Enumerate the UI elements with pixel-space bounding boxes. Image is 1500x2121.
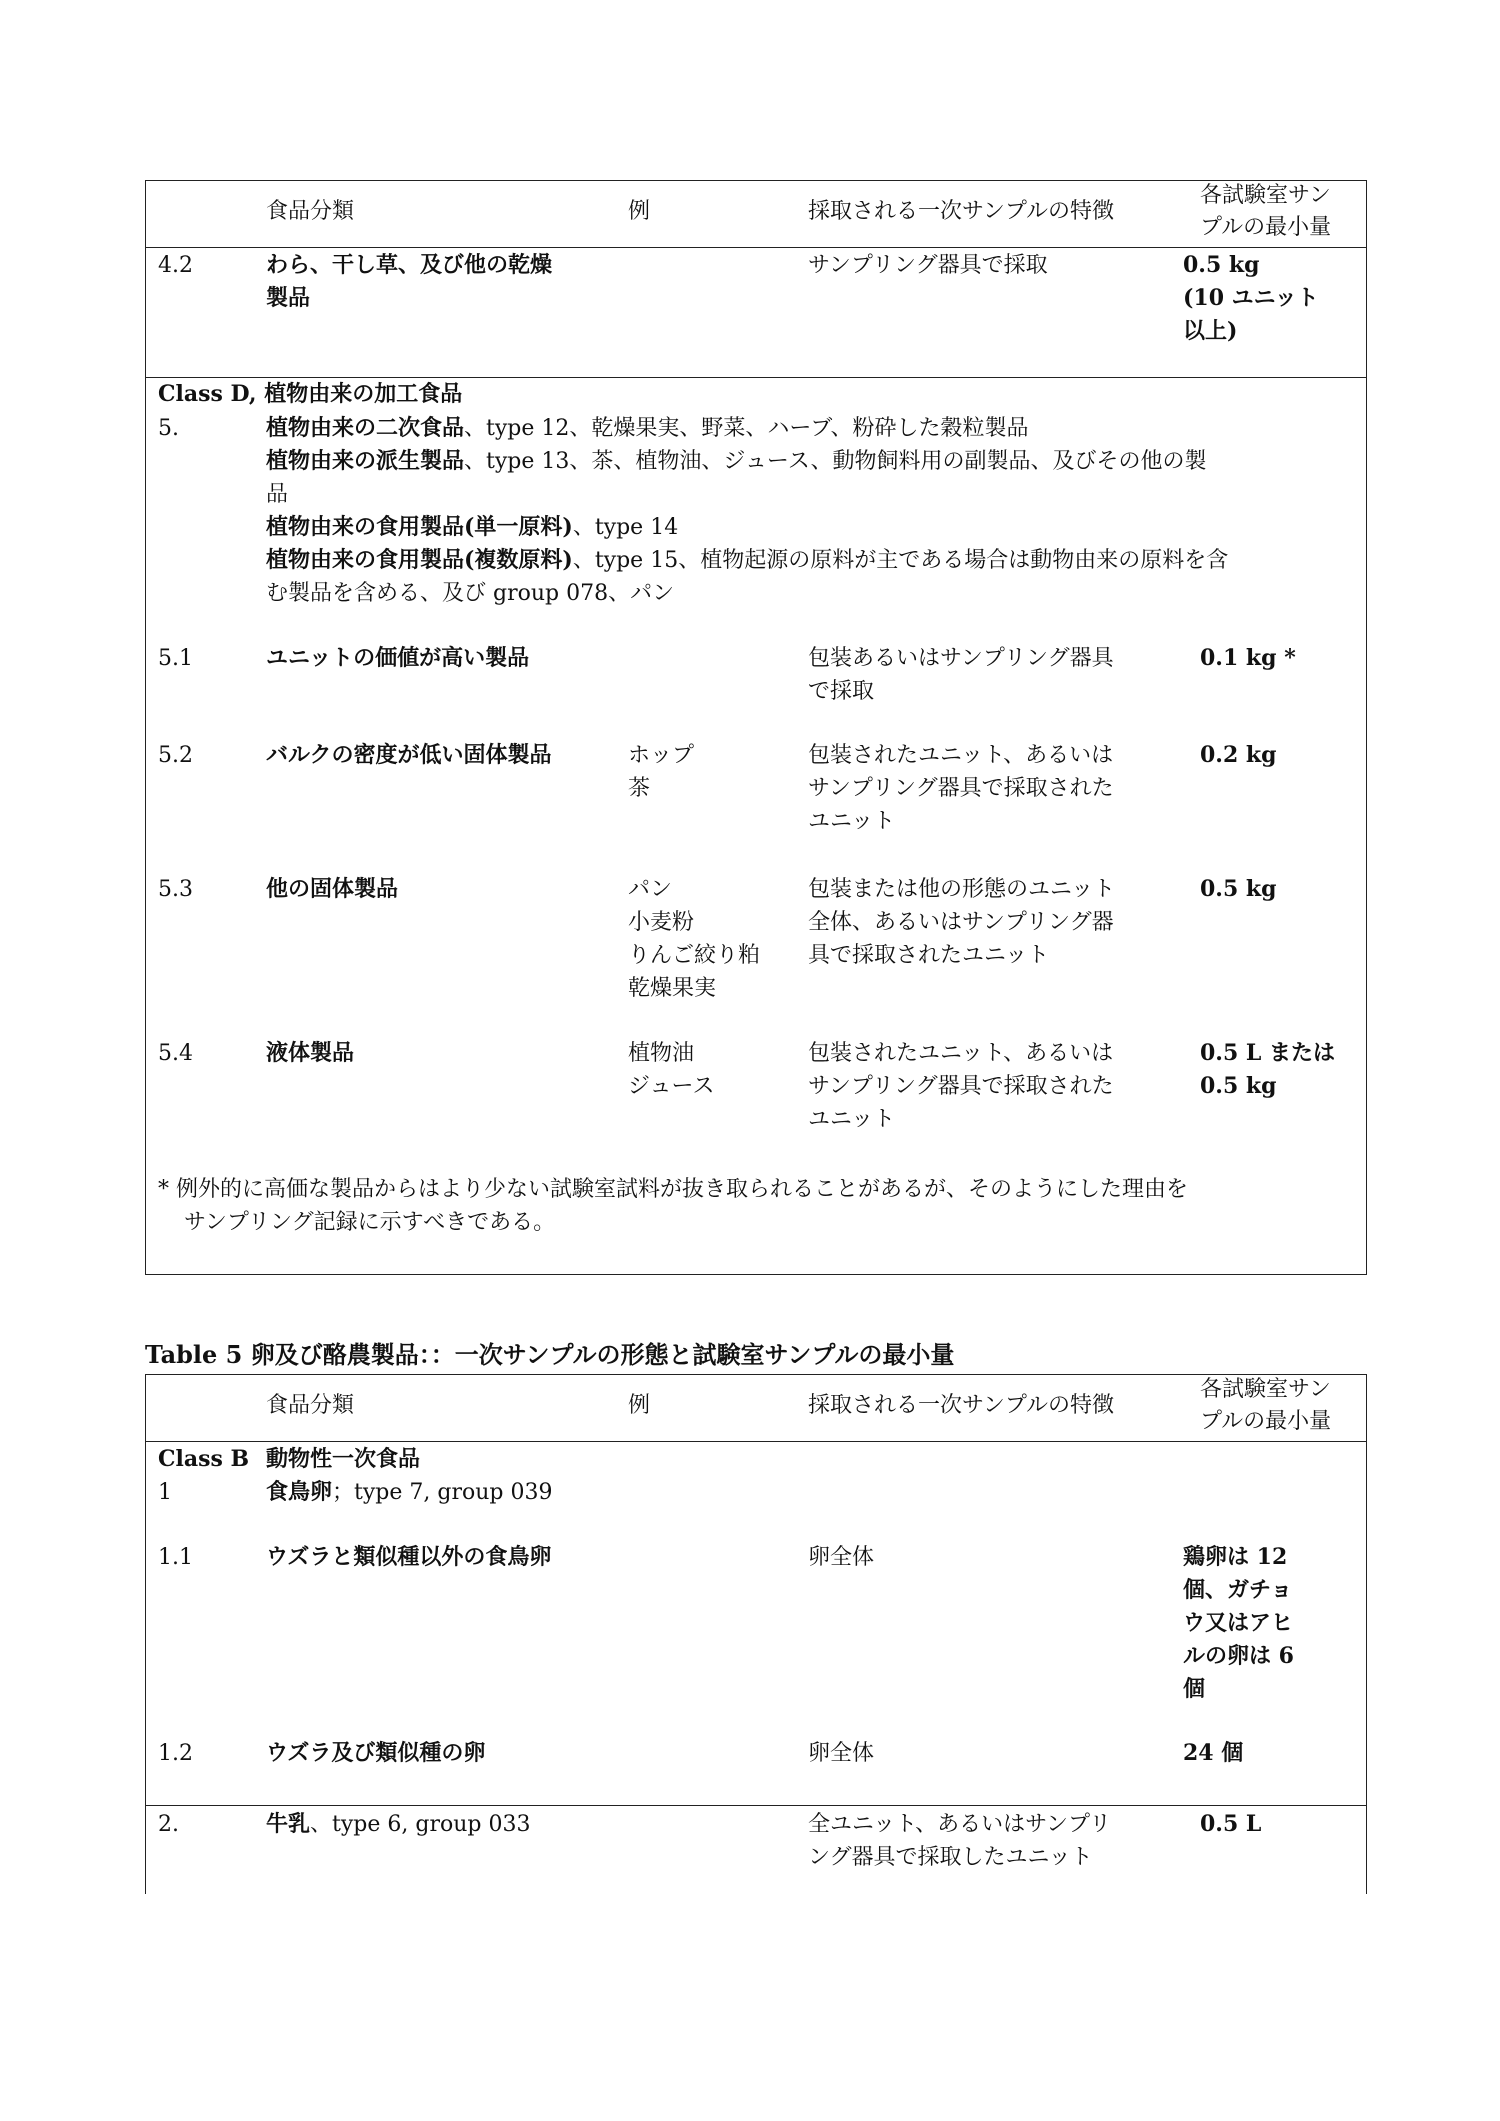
row-feature: 全体、あるいはサンプリング器: [808, 910, 1114, 935]
row-min-qty: 個: [1183, 1676, 1206, 1702]
row-feature: ング器具で採取したユニット: [808, 1845, 1093, 1870]
row-feature: 卵全体: [808, 1741, 875, 1766]
group-desc-text: 、type 15、植物起源の原料が主である場合は動物由来の原料を含: [572, 548, 1229, 573]
row-example: ホップ: [628, 743, 695, 768]
header-min-qty: 各試験室サン: [1200, 183, 1331, 208]
row-number: 1.1: [158, 1545, 193, 1570]
row-category-bold: 牛乳: [266, 1811, 311, 1837]
row-feature: 包装あるいはサンプリング器具: [808, 646, 1114, 671]
row-category: バルクの密度が低い固体製品: [266, 742, 552, 768]
row-category: 液体製品: [266, 1040, 355, 1066]
footnote: * 例外的に高価な製品からはより少ない試験室試料が抜き取られることがあるが、そのようにした理由を: [158, 1177, 1188, 1202]
group-desc-line: [266, 1476, 552, 1509]
row-example: りんご絞り粕: [628, 943, 761, 968]
group-desc-text: 、type 14: [572, 515, 679, 540]
group-desc-bold: 食鳥卵: [266, 1479, 333, 1505]
row-feature: サンプリング器具で採取された: [808, 776, 1114, 801]
row-number: 5.1: [158, 646, 193, 671]
group-desc-line: [266, 412, 1029, 445]
row-category: わら、干し草、及び他の乾燥: [266, 252, 553, 278]
group-desc-line: [266, 445, 1207, 478]
row-category: ユニットの価値が高い製品: [266, 645, 530, 671]
row-feature: 包装されたユニット、あるいは: [808, 1041, 1114, 1066]
row-category: ウズラ及び類似種の卵: [266, 1740, 486, 1766]
row-min-qty: 0.5 kg: [1200, 876, 1277, 902]
row-number: 2.: [158, 1812, 179, 1837]
class-title: [158, 378, 462, 411]
class-desc: 植物由来の加工食品: [264, 381, 463, 407]
group-number: 1: [158, 1480, 172, 1505]
group-desc-line: [266, 511, 678, 544]
group-desc-line: 品: [266, 482, 289, 507]
row-min-qty: (10 ユニット: [1183, 285, 1319, 311]
row-min-qty: 0.2 kg: [1200, 742, 1277, 768]
header-divider: [146, 1441, 1366, 1442]
row-feature: 包装または他の形態のユニット: [808, 877, 1116, 902]
row-example: 茶: [628, 776, 651, 801]
row-number: 5.4: [158, 1041, 193, 1066]
header-min-qty: プルの最小量: [1200, 215, 1332, 240]
table-5: [145, 1374, 1367, 1894]
row-min-qty: 鶏卵は 12: [1183, 1544, 1288, 1570]
row-category: [266, 1808, 530, 1841]
row-category: ウズラと類似種以外の食鳥卵: [266, 1544, 552, 1570]
row-feature: ユニット: [808, 809, 896, 834]
group-number: 5.: [158, 416, 179, 441]
row-min-qty: 0.5 kg: [1200, 1073, 1277, 1099]
row-feature: 具で採取されたユニット: [808, 943, 1050, 968]
table-5-caption: Table 5 卵及び酪農製品：：一次サンプルの形態と試験室サンプルの最小量: [145, 1340, 955, 1369]
header-min-qty: プルの最小量: [1200, 1409, 1332, 1434]
table-4-continued: [145, 180, 1367, 1275]
row-divider: [146, 1805, 1366, 1806]
row-min-qty: 以上): [1183, 318, 1238, 344]
row-min-qty: ルの卵は 6: [1183, 1643, 1294, 1669]
row-example: ジュース: [628, 1074, 715, 1099]
footnote: サンプリング記録に示すべきである。: [184, 1210, 556, 1235]
row-feature: で採取: [808, 679, 875, 704]
row-min-qty: 0.5 L: [1200, 1811, 1262, 1837]
row-example: 植物油: [628, 1041, 695, 1066]
row-feature: 全ユニット、あるいはサンプリ: [808, 1812, 1112, 1837]
class-code: Class D,: [158, 381, 257, 407]
row-min-qty: 個、ガチョ: [1183, 1577, 1293, 1603]
row-feature: 卵全体: [808, 1545, 875, 1570]
header-example: 例: [628, 199, 651, 224]
row-feature: 包装されたユニット、あるいは: [808, 743, 1114, 768]
group-desc-text: ；type 7, group 039: [332, 1480, 553, 1505]
row-category: 他の固体製品: [266, 876, 399, 902]
row-number: 5.2: [158, 743, 193, 768]
row-example: 乾燥果実: [628, 976, 717, 1001]
row-category: 製品: [266, 285, 311, 311]
row-feature: ユニット: [808, 1107, 896, 1132]
header-example: 例: [628, 1393, 651, 1418]
header-category: 食品分類: [266, 199, 355, 224]
row-min-qty: 0.1 kg *: [1200, 645, 1296, 671]
row-feature: サンプリング器具で採取された: [808, 1074, 1114, 1099]
row-min-qty: 24 個: [1183, 1740, 1244, 1766]
class-desc: 動物性一次食品: [266, 1446, 421, 1472]
row-min-qty: 0.5 L または: [1200, 1040, 1336, 1066]
row-category-text: 、type 6, group 033: [310, 1812, 531, 1837]
group-desc-line: む製品を含める、及び group 078、パン: [266, 581, 675, 606]
group-desc-text: 、type 12、乾燥果実、野菜、ハーブ、粉砕した穀粒製品: [464, 416, 1029, 441]
header-feature: 採取される一次サンプルの特徴: [808, 1393, 1115, 1418]
group-desc-bold: 植物由来の食用製品(複数原料): [266, 547, 573, 573]
row-min-qty: ウ又はアヒ: [1183, 1610, 1294, 1636]
group-desc-bold: 植物由来の派生製品: [266, 448, 465, 474]
class-code: Class B: [158, 1446, 250, 1472]
header-divider: [146, 247, 1366, 248]
row-number: 5.3: [158, 877, 193, 902]
row-feature: サンプリング器具で採取: [808, 253, 1048, 278]
row-min-qty: 0.5 kg: [1183, 252, 1260, 278]
row-number: 4.2: [158, 253, 193, 278]
header-min-qty: 各試験室サン: [1200, 1377, 1331, 1402]
row-example: 小麦粉: [628, 910, 695, 935]
group-desc-bold: 植物由来の二次食品: [266, 415, 465, 441]
header-category: 食品分類: [266, 1393, 355, 1418]
row-number: 1.2: [158, 1741, 193, 1766]
group-desc-line: [266, 544, 1228, 577]
header-feature: 採取される一次サンプルの特徴: [808, 199, 1115, 224]
group-desc-text: 、type 13、茶、植物油、ジュース、動物飼料用の副製品、及びその他の製: [464, 449, 1207, 474]
group-desc-bold: 植物由来の食用製品(単一原料): [266, 514, 573, 540]
row-example: パン: [628, 877, 673, 902]
